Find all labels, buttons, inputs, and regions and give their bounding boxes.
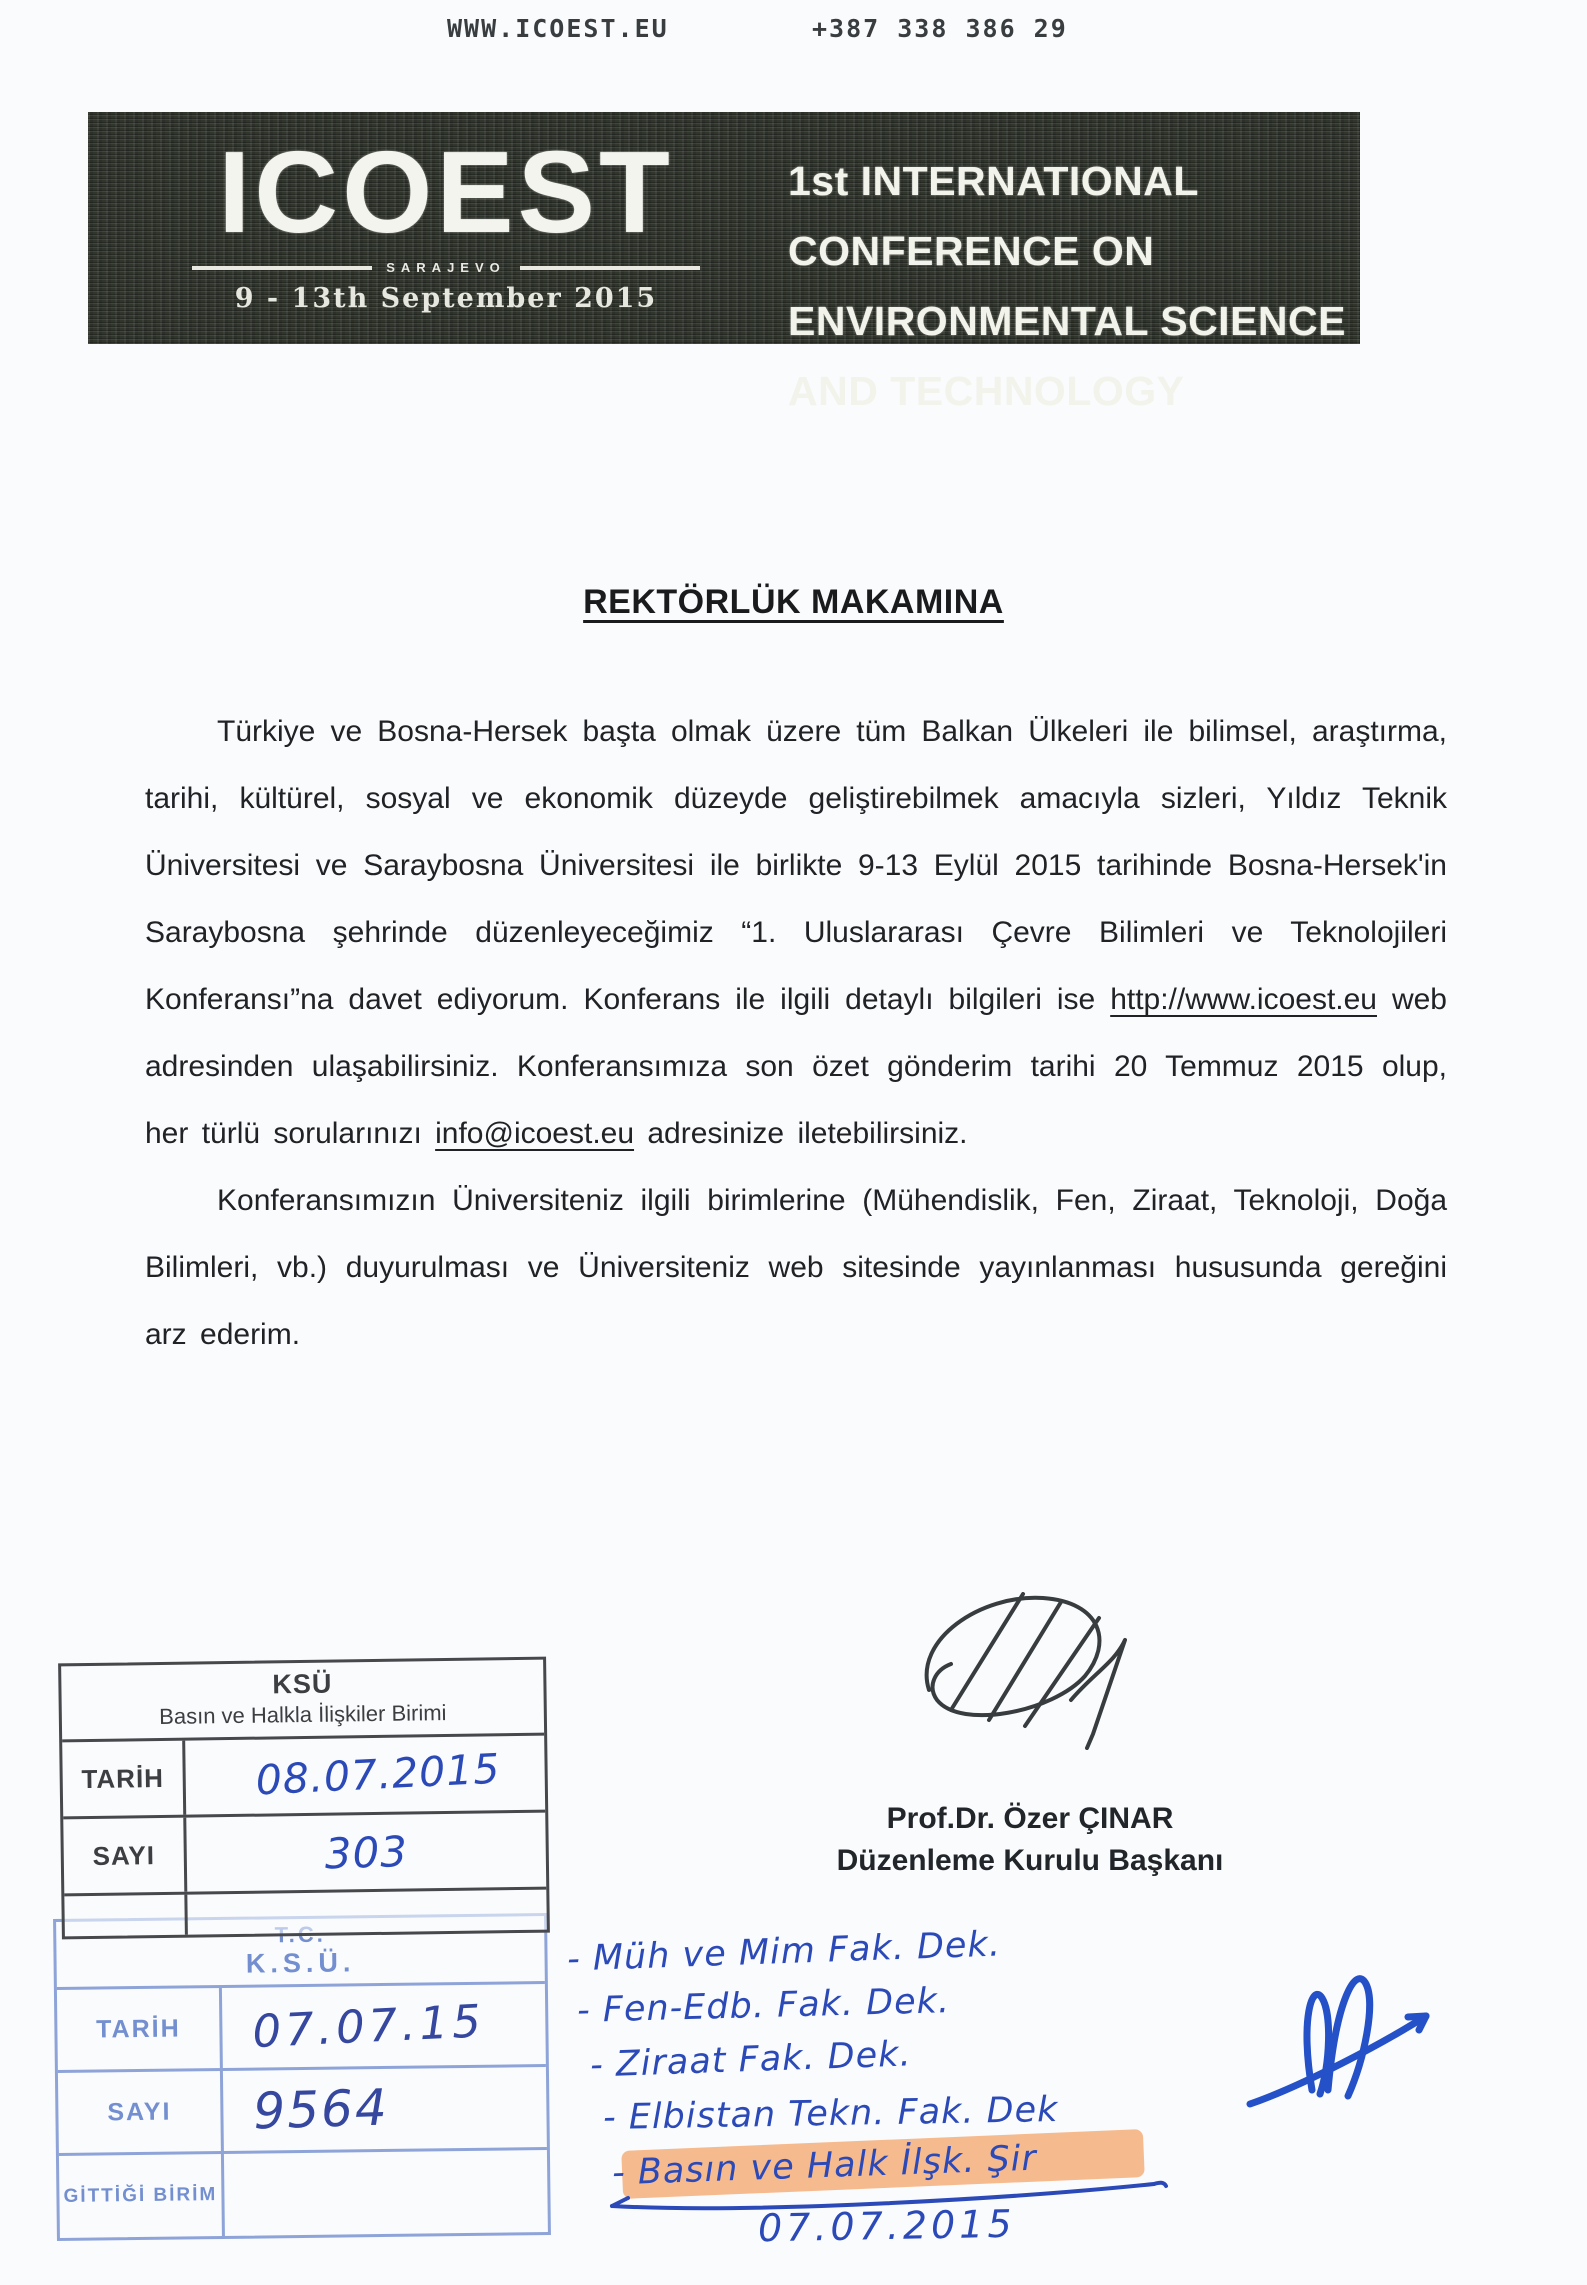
black-stamp-date-value: 08.07.2015 bbox=[254, 1744, 502, 1805]
blue-stamp-unit-label: GİTTİĞİ BİRİM bbox=[59, 2154, 225, 2238]
document-header bbox=[0, 14, 1587, 50]
banner-title-line1: 1st INTERNATIONAL CONFERENCE ON bbox=[788, 158, 1199, 274]
black-stamp-number-label: SAYI bbox=[63, 1818, 187, 1894]
blue-stamp-number-row bbox=[58, 2067, 547, 2156]
distribution-item-3: - Ziraat Fak. Dek. bbox=[589, 2034, 913, 2086]
black-stamp-empty-label bbox=[64, 1895, 188, 1937]
banner-title-block bbox=[788, 146, 1348, 426]
blue-stamp-number-value: 9564 bbox=[252, 2078, 390, 2141]
highlight-underline-stroke bbox=[598, 2176, 1178, 2220]
signature-block bbox=[830, 1798, 1230, 1882]
blue-stamp-org2: K.S.Ü. bbox=[245, 1947, 356, 1979]
black-stamp-number-row bbox=[63, 1813, 546, 1897]
conference-email-link: info@icoest.eu bbox=[435, 1117, 635, 1150]
paraph-initials bbox=[1242, 1942, 1452, 2122]
letter-body bbox=[145, 698, 1447, 1368]
blue-stamp-number-label: SAYI bbox=[58, 2071, 224, 2153]
banner-location: SARAJEVO bbox=[386, 260, 506, 276]
letter-salutation: REKTÖRLÜK MAKAMINA bbox=[583, 583, 1004, 621]
signer-name: Prof.Dr. Özer ÇINAR bbox=[886, 1802, 1174, 1835]
blue-stamp-date-label: TARİH bbox=[57, 1988, 223, 2070]
banner-title-line2: ENVIRONMENTAL SCIENCE AND TECHNOLOGY bbox=[788, 298, 1346, 414]
black-stamp-number-value: 303 bbox=[323, 1826, 409, 1878]
paragraph1-mid: web adresinden ulaşabilirsiniz. Konferansımıza son özet gönderim tarihi 20 Temmuz 2015 olup, her türlü sorularınızı bbox=[145, 983, 1447, 1150]
distribution-item-1: - Müh ve Mim Fak. Dek. bbox=[566, 1924, 1002, 1980]
ksu-blue-stamp bbox=[53, 1913, 551, 2241]
conference-banner bbox=[88, 112, 1360, 414]
blue-stamp-date-value: 07.07.15 bbox=[251, 1993, 486, 2058]
black-stamp-header bbox=[61, 1660, 544, 1743]
distribution-date: 07.07.2015 bbox=[757, 2201, 1016, 2251]
black-stamp-empty-row bbox=[64, 1890, 547, 1937]
blue-stamp-unit-value bbox=[224, 2150, 548, 2236]
black-stamp-date-label: TARİH bbox=[62, 1741, 186, 1817]
black-stamp-date-row bbox=[62, 1736, 545, 1820]
separator-bar-right bbox=[520, 266, 700, 270]
black-stamp-empty-value bbox=[187, 1890, 547, 1935]
banner-separator bbox=[116, 260, 776, 275]
separator-bar-left bbox=[192, 266, 372, 270]
distribution-item-5: - Basın ve Halk İlşk. Şir bbox=[611, 2138, 1038, 2194]
signature-scribble bbox=[895, 1578, 1135, 1768]
distribution-item-2: - Fen-Edb. Fak. Dek. bbox=[576, 1981, 951, 2031]
banner-dates: 9 - 13th September 2015 bbox=[234, 283, 658, 315]
banner-left-block bbox=[116, 118, 776, 314]
blue-stamp-unit-row bbox=[59, 2150, 548, 2238]
paragraph1-lead: Türkiye ve Bosna-Hersek başta olmak üzere tüm Balkan Ülkeleri ile bilimsel, araştırma, tarihi, kültürel, sosyal ve ekonomik düzeyde geliştirebilmek amacıyla sizleri, Yıldız Teknik Üniversitesi ve Saraybosna Üniversitesi ile birlikte 9-13 Eylül 2015 tarihinde Bosna-Hersek'in Saraybosna şehrinde düzenleyeceğimiz “1. Uluslararası Çevre Bilimleri ve Teknolojileri Konferansı”na davet ediyorum. Konferans ile ilgili detaylı bilgileri ise bbox=[145, 715, 1447, 1016]
blue-stamp-date-row bbox=[57, 1984, 546, 2073]
paragraph1-tail: adresinize iletebilirsiniz. bbox=[634, 1117, 968, 1150]
letter-paragraph-1 bbox=[145, 698, 1447, 1167]
conference-url-link: http://www.icoest.eu bbox=[1110, 983, 1377, 1016]
distribution-item-4: - Elbistan Tekn. Fak. Dek bbox=[602, 2090, 1059, 2138]
signer-title: Düzenleme Kurulu Başkanı bbox=[836, 1844, 1224, 1877]
header-website: WWW.ICOEST.EU bbox=[447, 14, 669, 43]
header-phone: +387 338 386 29 bbox=[812, 14, 1068, 43]
black-stamp-unit: Basın ve Halkla İlişkiler Birimi bbox=[159, 1700, 447, 1730]
black-stamp-org: KSÜ bbox=[272, 1668, 333, 1700]
ksu-press-stamp bbox=[58, 1657, 550, 1940]
icoest-logo: ICOEST bbox=[218, 127, 674, 257]
letter-paragraph-2: Konferansımızın Üniversiteniz ilgili birimlerine (Mühendislik, Fen, Ziraat, Teknoloji, Doğa Bilimleri, vb.) duyurulması ve Üniversiteniz web sitesinde yayınlanması hususunda gereğini arz ederim. bbox=[145, 1184, 1447, 1351]
